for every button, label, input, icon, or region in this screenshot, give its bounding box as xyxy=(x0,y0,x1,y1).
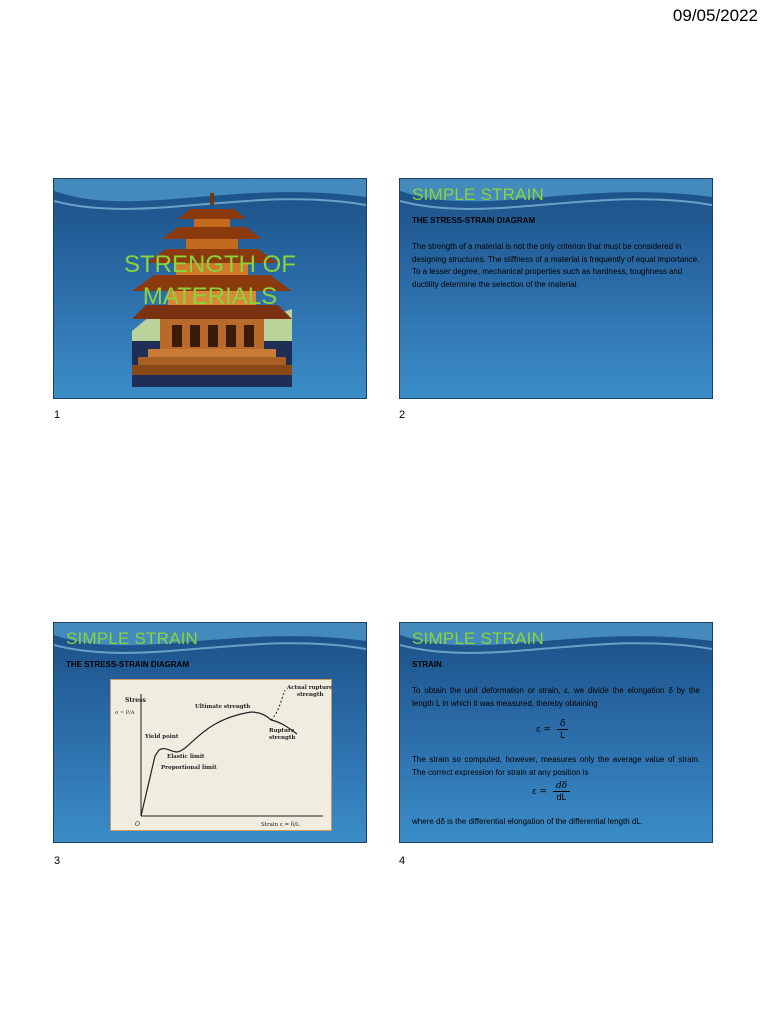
actual-rupture-label-1: Actual rupture xyxy=(287,685,333,691)
sigma-label: σ = P/A xyxy=(115,710,135,716)
cover-title-line1: STRENGTH OF xyxy=(124,251,296,278)
slide-subtitle: THE STRESS-STRAIN DIAGRAM xyxy=(412,216,536,225)
slide-3 xyxy=(53,622,367,843)
cover-title xyxy=(54,249,366,313)
actual-rupture-branch xyxy=(271,690,285,720)
strain-paragraph-1: To obtain the unit deformation or strain, ε, we divide the elongation δ by the length L in which it was measured, thereby obtaining xyxy=(412,686,700,708)
rupture-label-1: Rupture xyxy=(269,728,295,734)
rupture-label-2: strength xyxy=(269,735,296,741)
slide-number-3: 3 xyxy=(54,855,61,867)
eq2-numerator: dδ xyxy=(553,781,570,792)
strain-paragraph-3: where dδ is the differential elongation of the differential length dL. xyxy=(412,817,643,826)
yield-point-label: Yield point xyxy=(145,734,179,740)
origin-label: O xyxy=(135,821,140,828)
slide-title: SIMPLE STRAIN xyxy=(66,629,199,648)
proportional-limit-label: Proportional limit xyxy=(161,765,217,771)
eq1-lhs: ε = xyxy=(536,725,552,735)
slide-number-4: 4 xyxy=(399,855,406,867)
slide-subtitle: THE STRESS-STRAIN DIAGRAM xyxy=(66,660,190,669)
eq1-numerator: δ xyxy=(557,719,568,730)
page-date: 09/05/2022 xyxy=(672,6,758,25)
elastic-limit-label: Elastic limit xyxy=(167,754,205,760)
slide-number-2: 2 xyxy=(399,409,406,421)
eq2-denominator: dL xyxy=(556,792,567,802)
actual-rupture-label-2: strength xyxy=(297,692,324,698)
strain-equation-2 xyxy=(532,781,570,802)
stress-strain-diagram xyxy=(110,679,332,831)
cover-title-line2: MATERIALS xyxy=(142,283,278,310)
slide-body: The strength of a material is not the only criterion that must be considered in designing structures. The stiffness of a material is frequently of equal importance. To a lesser degree, mechanical properties such as hardness, toughness and ductility determine the selection of the material. xyxy=(412,242,700,289)
slide-number-1: 1 xyxy=(54,409,61,421)
slide-subtitle: STRAIN xyxy=(412,660,442,669)
slide-title: SIMPLE STRAIN xyxy=(412,629,545,648)
strain-equation-1 xyxy=(536,719,568,740)
strain-paragraph-2: The strain so computed, however, measures only the average value of strain. The correct expression for strain at any position is xyxy=(412,755,700,777)
ultimate-strength-label: Ultimate strength xyxy=(195,704,251,710)
eq2-lhs: ε = xyxy=(532,787,548,797)
stress-strain-curve xyxy=(141,712,271,816)
eq1-denominator: L xyxy=(560,730,566,740)
slide-title: SIMPLE STRAIN xyxy=(412,185,545,204)
strain-axis-label: Strain ε = δ/L xyxy=(261,822,300,828)
slide-2 xyxy=(399,178,713,399)
stress-label: Stress xyxy=(125,697,146,704)
slide-4 xyxy=(399,622,713,843)
slide-1 xyxy=(53,178,367,399)
